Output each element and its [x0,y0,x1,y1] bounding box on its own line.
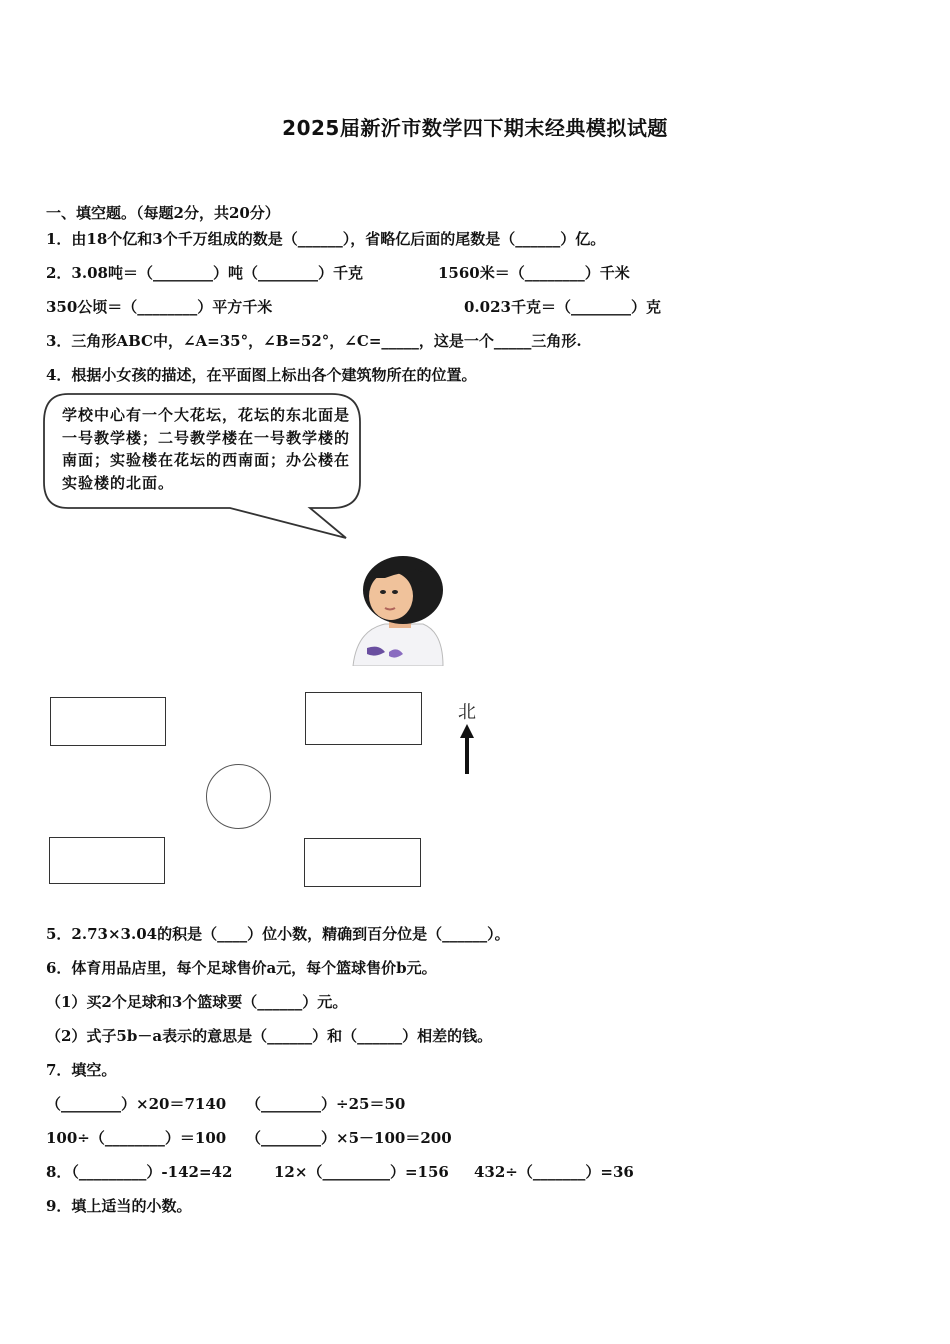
question-7c: 100÷（________）＝100 [46,1129,227,1147]
girl-illustration [345,552,450,666]
building-box-northwest[interactable] [50,697,166,746]
north-label: 北 [458,702,476,723]
question-4: 4．根据小女孩的描述，在平面图上标出各个建筑物所在的位置。 [46,366,477,384]
page-title: 2025届新沂市数学四下期末经典模拟试题 [282,116,668,140]
building-box-northeast[interactable] [305,692,422,745]
question-6: 6．体育用品店里，每个足球售价a元，每个篮球售价b元。 [46,959,437,977]
building-box-southeast[interactable] [304,838,421,887]
question-5: 5．2.73×3.04的积是（____）位小数，精确到百分位是（______）。 [46,925,510,943]
north-arrow-icon [458,722,476,776]
question-2b: 1560米＝（________）千米 [438,264,630,282]
question-8a: 8．（_________）-142=42 [46,1163,233,1181]
question-1: 1．由18个亿和3个千万组成的数是（______），省略亿后面的尾数是（______）亿。 [46,230,606,248]
speech-text: 学校中心有一个大花坛，花坛的东北面是一号教学楼；二号教学楼在一号教学楼的南面；实验楼在花坛的西南面；办公楼在实验楼的北面。 [62,406,351,492]
question-9: 9．填上适当的小数。 [46,1197,192,1215]
question-6-part-2: （2）式子5b－a表示的意思是（______）和（______）相差的钱。 [46,1027,493,1045]
question-7a: （________）×20＝7140 [46,1095,227,1113]
flower-bed-circle [206,764,271,829]
question-8b: 12×（_________）=156 [274,1163,449,1181]
question-6-part-1: （1）买2个足球和3个篮球要（______）元。 [46,993,348,1011]
question-7d: （________）×5－100＝200 [246,1129,452,1147]
building-box-southwest[interactable] [49,837,165,884]
question-8c: 432÷（_______）=36 [474,1163,634,1181]
question-7: 7．填空。 [46,1061,117,1079]
question-7b: （________）÷25＝50 [246,1095,406,1113]
section-heading: 一、填空题。（每题2分，共20分） [46,204,280,222]
question-2c: 350公顷＝（________）平方千米 [46,298,273,316]
question-2a: 2．3.08吨＝（________）吨（________）千克 [46,264,363,282]
question-3: 3．三角形ABC中，∠A=35°，∠B=52°，∠C=_____，这是一个_____三角形. [46,332,582,350]
question-2d: 0.023千克＝（________）克 [464,298,661,316]
